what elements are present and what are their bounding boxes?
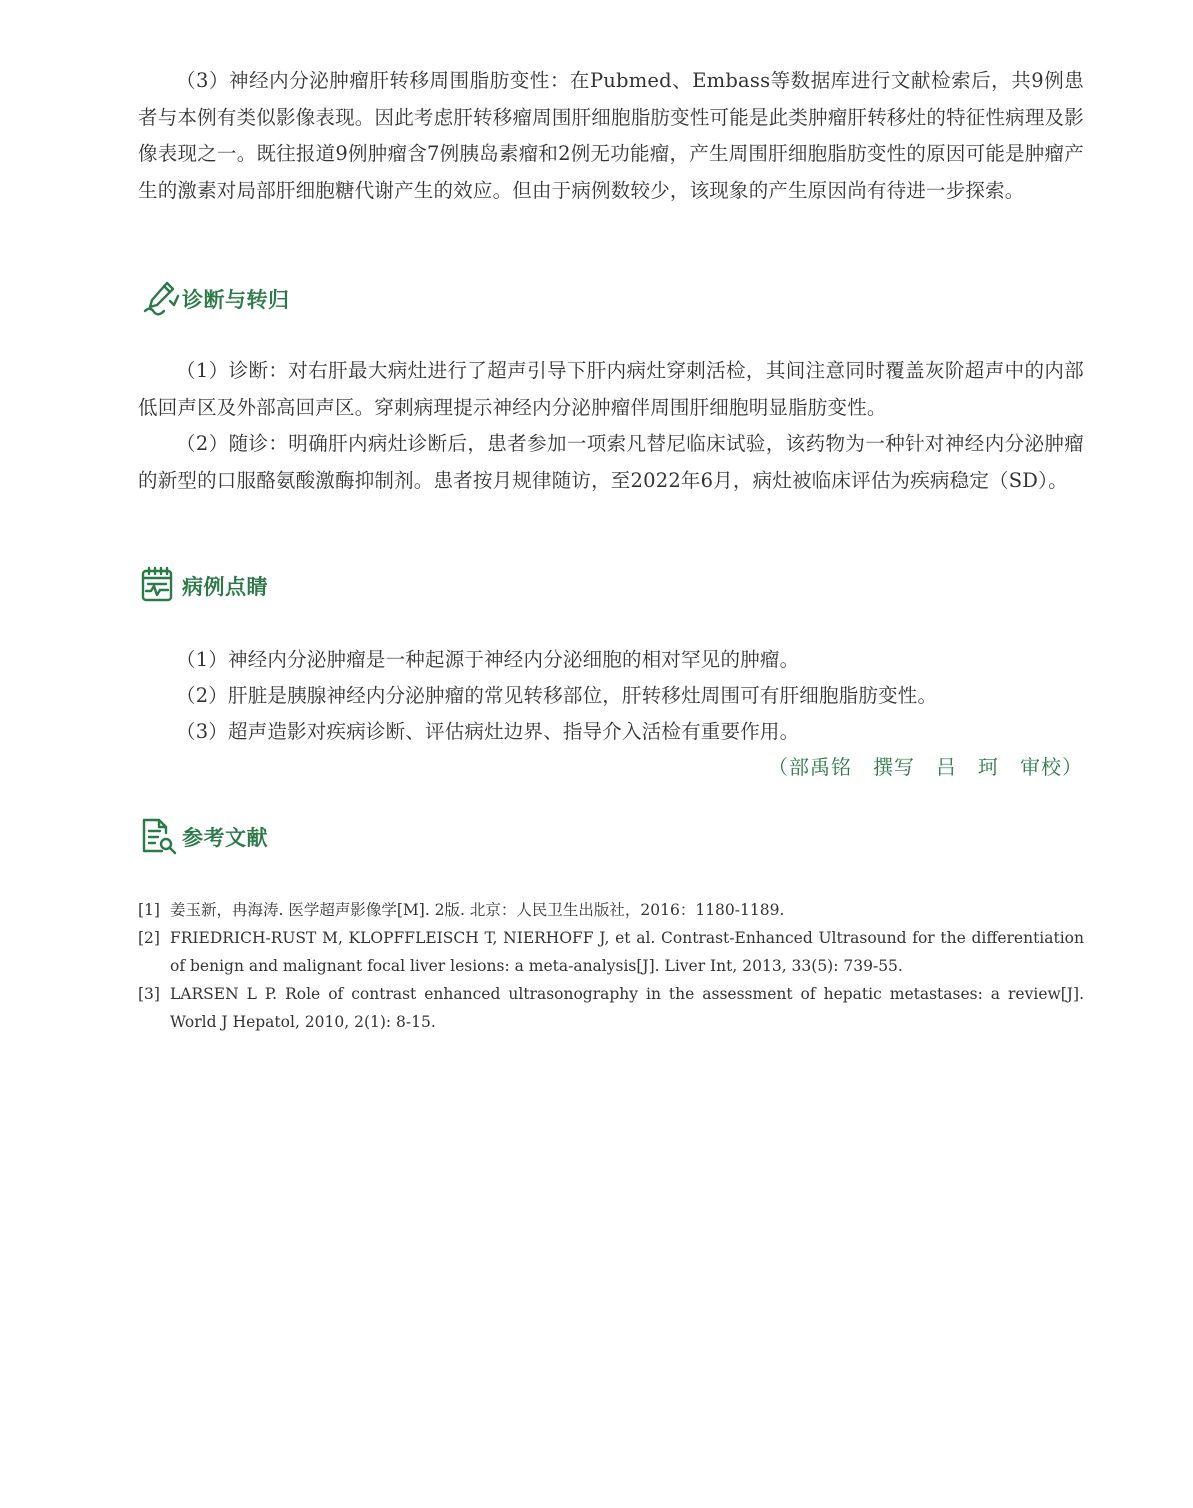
- reference-number: [1]: [138, 901, 160, 919]
- reference-text: LARSEN L P. Role of contrast enhanced ultrasonography in the assessment of hepatic metastases: a review[J]. World J Hepatol, 2010, 2(1): 8-15.: [170, 985, 1084, 1031]
- intro-paragraph: （3）神经内分泌肿瘤肝转移周围脂肪变性：在Pubmed、Embass等数据库进行文献检索后，共9例患者与本例有类似影像表现。因此考虑肝转移瘤周围肝细胞脂肪变性可能是此类肿瘤肝转移灶的特征性病理及影像表现之一。既往报道9例肿瘤含7例胰岛素瘤和2例无功能瘤，产生周围肝细胞脂肪变性的原因可能是肿瘤产生的激素对局部肝细胞糖代谢产生的效应。但由于病例数较少，该现象的产生原因尚有待进一步探索。: [138, 69, 1084, 202]
- reference-number: [2]: [138, 929, 160, 947]
- reference-list: [138, 896, 1084, 1036]
- references-heading: [140, 815, 268, 859]
- diagnosis-heading-title: 诊断与转归: [182, 288, 290, 312]
- pen-checkmark-icon: [140, 279, 180, 319]
- highlight-item: （3）超声造影对疾病诊断、评估病灶边界、指导介入活检有重要作用。: [176, 720, 800, 743]
- clipboard-pulse-icon: [140, 566, 180, 606]
- highlights-heading: [140, 564, 268, 608]
- reference-text: 姜玉新，冉海涛. 医学超声影像学[M]. 2版. 北京：人民卫生出版社，2016：1180-1189.: [170, 901, 785, 919]
- highlights-heading-title: 病例点睛: [182, 575, 268, 599]
- diagnosis-heading: [140, 277, 290, 321]
- document-search-icon: [140, 817, 180, 857]
- reference-number: [3]: [138, 985, 160, 1003]
- reference-text: FRIEDRICH-RUST M, KLOPFFLEISCH T, NIERHOFF J, et al. Contrast-Enhanced Ultrasound for the differentiation of benign and malignant focal liver lesions: a meta-analysis[J]. Liver Int, 2013, 33(5): 739-55.: [170, 929, 1084, 975]
- reference-item: [138, 924, 1084, 980]
- highlight-item: （1）神经内分泌肿瘤是一种起源于神经内分泌细胞的相对罕见的肿瘤。: [176, 648, 800, 671]
- reference-item: [138, 980, 1084, 1036]
- followup-paragraph: （2）随诊：明确肝内病灶诊断后，患者参加一项索凡替尼临床试验，该药物为一种针对神经内分泌肿瘤的新型的口服酪氨酸激酶抑制剂。患者按月规律随访，至2022年6月，病灶被临床评估为疾病稳定（SD）。: [138, 432, 1084, 492]
- diagnosis-paragraph: （1）诊断：对右肝最大病灶进行了超声引导下肝内病灶穿刺活检，其间注意同时覆盖灰阶超声中的内部低回声区及外部高回声区。穿刺病理提示神经内分泌肿瘤伴周围肝细胞明显脂肪变性。: [138, 359, 1084, 419]
- author-credit: （部禹铭 撰写 吕 珂 审校）: [768, 755, 1083, 779]
- references-heading-title: 参考文献: [182, 826, 268, 850]
- highlight-item: （2）肝脏是胰腺神经内分泌肿瘤的常见转移部位，肝转移灶周围可有肝细胞脂肪变性。: [176, 684, 938, 707]
- reference-item: [138, 896, 1084, 924]
